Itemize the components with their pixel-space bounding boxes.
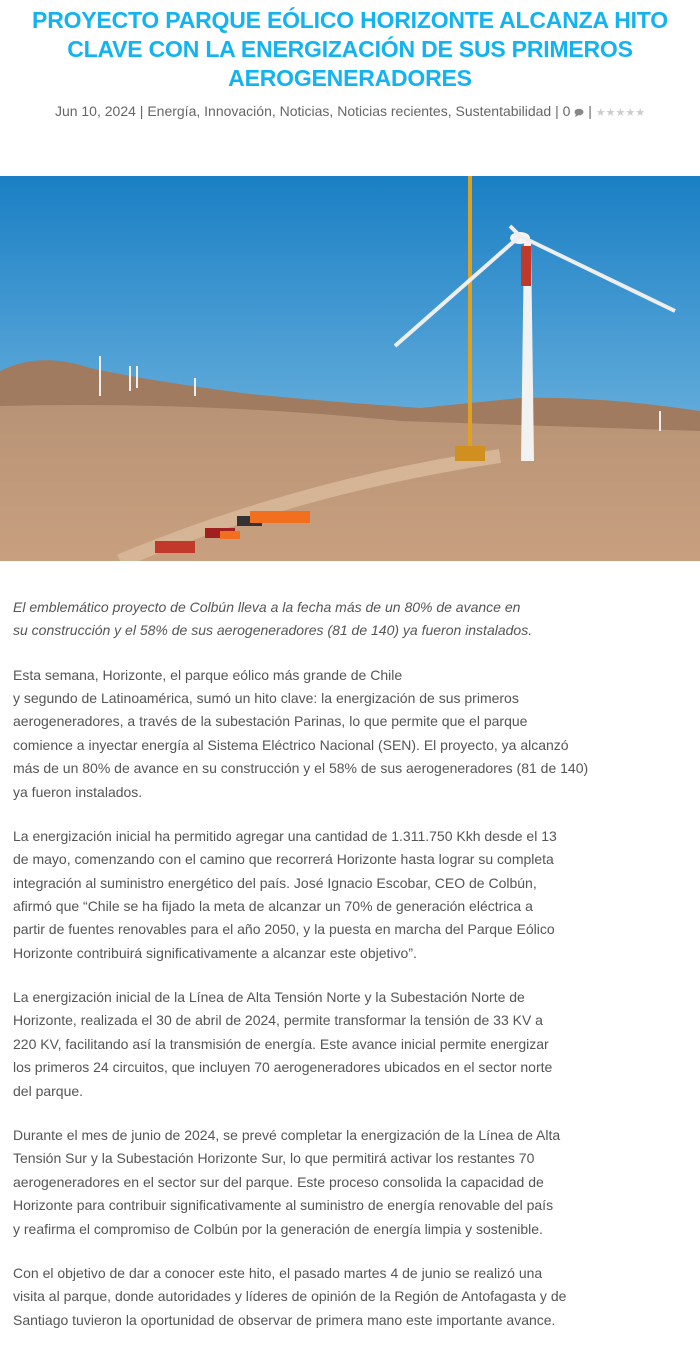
text-line: Tensión Sur y la Subestación Horizonte Sur, lo que permitirá activar los restantes 70	[13, 1150, 535, 1167]
title-line: CLAVE CON LA ENERGIZACIÓN DE SUS PRIMEROS	[67, 36, 633, 62]
text-line: los primeros 24 circuitos, que incluyen 70 aerogeneradores ubicados en el sector norte	[13, 1059, 553, 1076]
text-line: y segundo de Latinoamérica, sumó un hito clave: la energización de sus primeros	[13, 690, 519, 707]
post-categories[interactable]: Energía, Innovación, Noticias, Noticias recientes, Sustentabilidad	[147, 103, 552, 119]
body-paragraph	[13, 986, 653, 1103]
text-line: partir de fuentes renovables para el año 2050, y la puesta en marcha del Parque Eólico	[13, 921, 555, 938]
title-line: PROYECTO PARQUE EÓLICO HORIZONTE ALCANZA HITO	[32, 7, 668, 33]
text-line: Esta semana, Horizonte, el parque eólico más grande de Chile	[13, 666, 403, 683]
comment-count[interactable]: 0	[562, 103, 571, 119]
text-line: su construcción y el 58% de sus aerogeneradores (81 de 140) ya fueron instalados.	[13, 622, 533, 639]
text-line: aerogeneradores, a través de la subestación Parinas, lo que permite que el parque	[13, 713, 528, 730]
text-line: comience a inyectar energía al Sistema Eléctrico Nacional (SEN). El proyecto, ya alcanzó	[13, 736, 569, 753]
text-line: La energización inicial ha permitido agregar una cantidad de 1.311.750 Kkh desde el 13	[13, 827, 557, 844]
body-paragraph	[13, 825, 653, 965]
body-paragraph	[13, 1124, 653, 1241]
separator: |	[135, 103, 148, 119]
text-line: Horizonte, realizada el 30 de abril de 2024, permite transformar la tensión de 33 KV a	[13, 1012, 543, 1029]
hero-image-wind-farm	[0, 176, 700, 561]
lead-paragraph	[13, 596, 653, 643]
separator: |	[551, 103, 563, 119]
text-line: visita al parque, donde autoridades y líderes de opinión de la Región de Antofagasta y de	[13, 1288, 567, 1305]
text-line: y reafirma el compromiso de Colbún por la generación de energía limpia y sostenible.	[13, 1220, 543, 1237]
rating-stars: ★★★★★	[595, 107, 646, 119]
text-line: del parque.	[13, 1082, 84, 1099]
text-line: Durante el mes de junio de 2024, se prevé completar la energización de la Línea de Alta	[13, 1126, 561, 1143]
text-line: Horizonte contribuirá significativamente a alcanzar este objetivo”.	[13, 944, 417, 961]
post-meta	[0, 103, 700, 119]
text-line: más de un 80% de avance en su construcción y el 58% de sus aerogeneradores (81 de 140)	[13, 760, 589, 777]
article-title	[20, 6, 680, 93]
text-line: de mayo, comenzando con el camino que recorrerá Horizonte hasta lograr su completa	[13, 851, 554, 868]
body-paragraph	[13, 664, 653, 804]
text-line: La energización inicial de la Línea de Alta Tensión Norte y la Subestación Norte de	[13, 989, 525, 1006]
article-body	[13, 596, 653, 1353]
text-line: 220 KV, facilitando así la transmisión de energía. Este avance inicial permite energizar	[13, 1035, 549, 1052]
text-line: ya fueron instalados.	[13, 783, 143, 800]
body-paragraph	[13, 1262, 653, 1332]
comment-icon	[574, 108, 584, 117]
post-date: Jun 10, 2024	[54, 103, 136, 119]
text-line: integración al suministro energético del país. José Ignacio Escobar, CEO de Colbún,	[13, 874, 537, 891]
text-line: aerogeneradores en el sector sur del parque. Este proceso consolida la capacidad de	[13, 1173, 544, 1190]
text-line: Horizonte para contribuir significativamente al suministro de energía renovable del país	[13, 1197, 554, 1214]
title-line: AEROGENERADORES	[228, 65, 472, 91]
text-line: Con el objetivo de dar a conocer este hito, el pasado martes 4 de junio se realizó una	[13, 1264, 543, 1281]
text-line: El emblemático proyecto de Colbún lleva a la fecha más de un 80% de avance en	[13, 599, 521, 615]
text-line: Santiago tuvieron la oportunidad de observar de primera mano este importante avance.	[13, 1311, 556, 1328]
separator: |	[584, 103, 596, 119]
text-line: afirmó que “Chile se ha fijado la meta de alcanzar un 70% de generación eléctrica a	[13, 898, 533, 915]
